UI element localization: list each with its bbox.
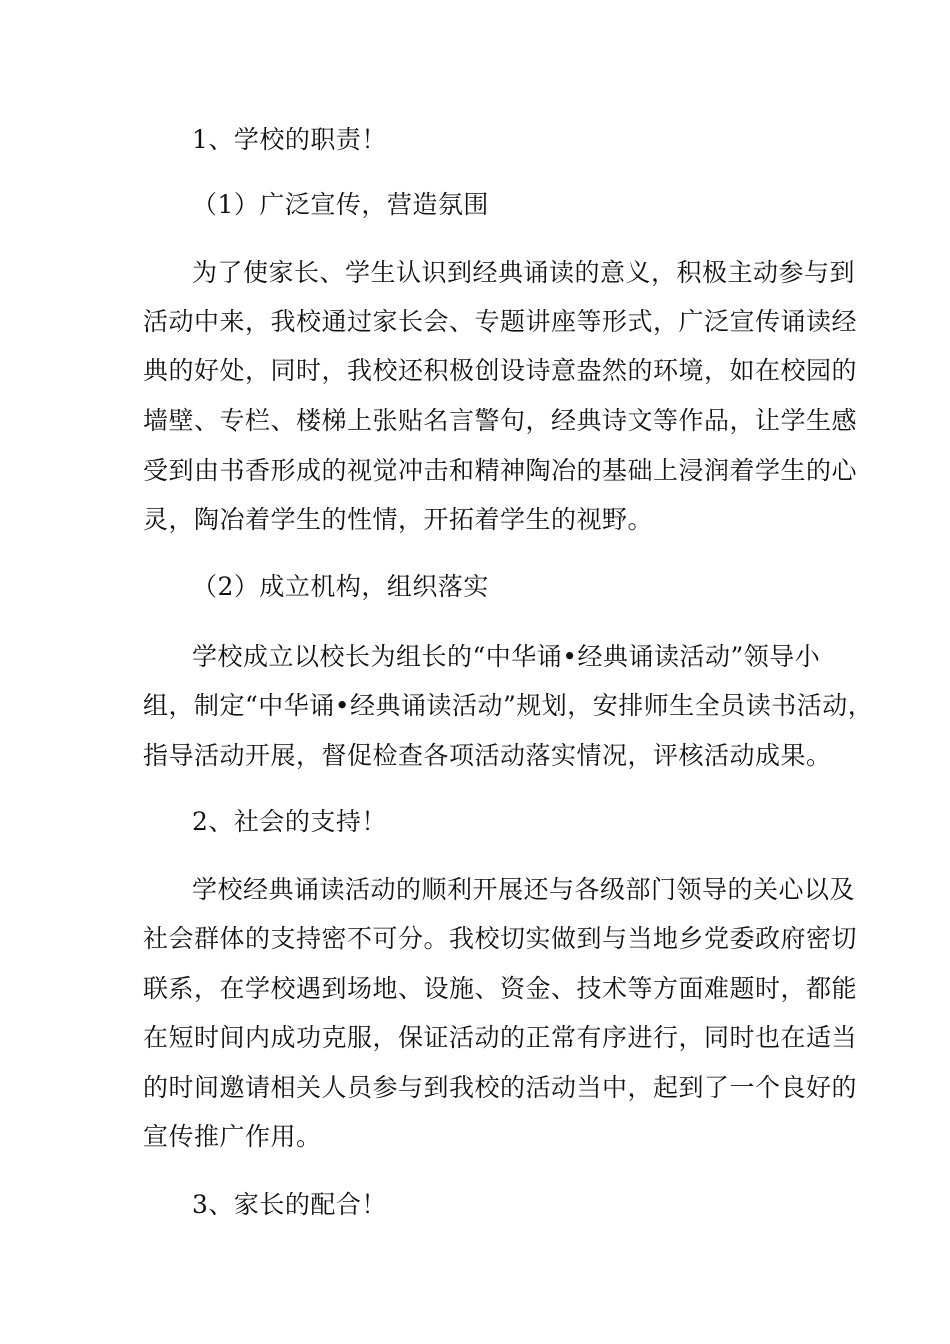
- paragraph-2-line-3: 指导活动开展，督促检查各项活动落实情况，评核活动成果。: [143, 741, 832, 770]
- paragraph-2-line-1: 学校成立以校长为组长的“中华诵•经典诵读活动”领导小: [192, 642, 821, 671]
- paragraph-2-line-2: 组，制定“中华诵•经典诵读活动”规划，安排师生全员读书活动，: [143, 691, 874, 720]
- paragraph-1-line-6: 灵，陶冶着学生的性情，开拓着学生的视野。: [143, 505, 654, 534]
- paragraph-3-line-3: 联系，在学校遇到场地、设施、资金、技术等方面难题时，都能: [143, 974, 858, 1003]
- subheading-2: （2）成立机构，组织落实: [192, 572, 489, 601]
- paragraph-3-line-6: 宣传推广作用。: [143, 1122, 322, 1151]
- paragraph-1-line-1: 为了使家长、学生认识到经典诵读的意义，积极主动参与到: [192, 258, 856, 287]
- paragraph-3-line-2: 社会群体的支持密不可分。我校切实做到与当地乡党委政府密切: [143, 924, 858, 953]
- section-heading-1: 1、学校的职责！: [192, 125, 387, 154]
- section-heading-3: 3、家长的配合！: [192, 1190, 387, 1219]
- paragraph-3-line-5: 的时间邀请相关人员参与到我校的活动当中，起到了一个良好的: [143, 1073, 858, 1102]
- paragraph-1-line-2: 活动中来，我校通过家长会、专题讲座等形式，广泛宣传诵读经: [143, 307, 858, 336]
- paragraph-1-line-5: 受到由书香形成的视觉冲击和精神陶冶的基础上浸润着学生的心: [143, 456, 858, 485]
- paragraph-3-line-1: 学校经典诵读活动的顺利开展还与各级部门领导的关心以及: [192, 875, 856, 904]
- section-heading-2: 2、社会的支持！: [192, 807, 387, 836]
- paragraph-1-line-3: 典的好处，同时，我校还积极创设诗意盎然的环境，如在校园的: [143, 356, 858, 385]
- paragraph-3-line-4: 在短时间内成功克服，保证活动的正常有序进行，同时也在适当: [143, 1023, 858, 1052]
- paragraph-1-line-4: 墙壁、专栏、楼梯上张贴名言警句，经典诗文等作品，让学生感: [143, 406, 858, 435]
- subheading-1: （1）广泛宣传，营造氛围: [192, 190, 489, 219]
